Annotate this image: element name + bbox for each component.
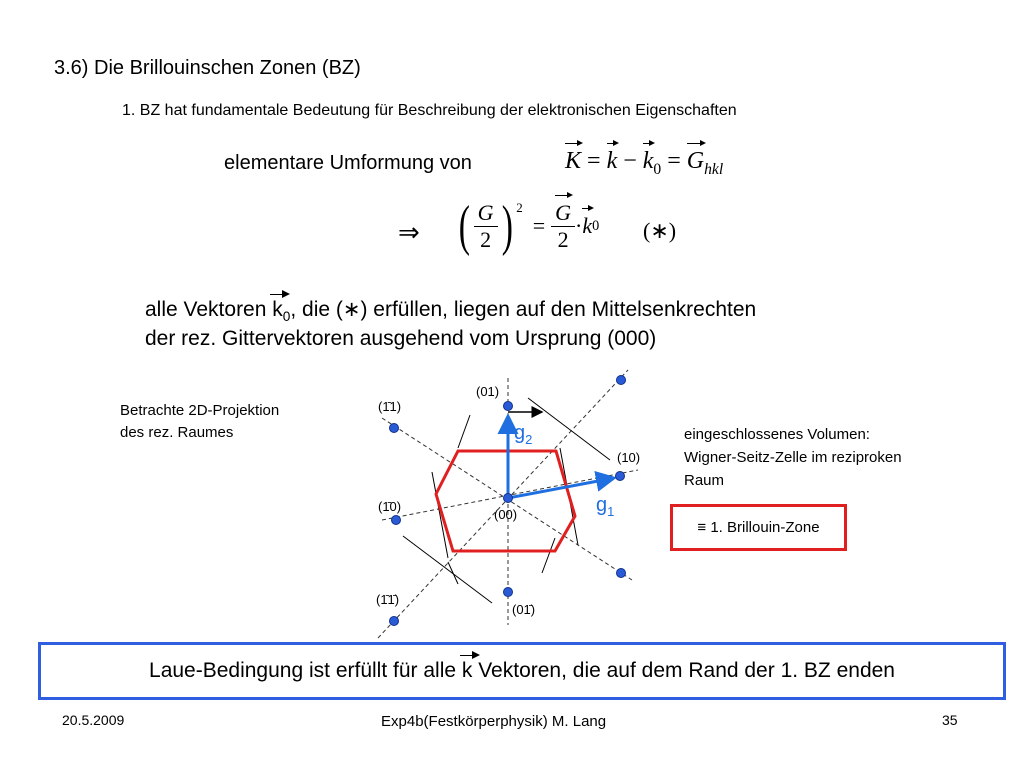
- point-00: [504, 494, 513, 503]
- dot-op: ·: [575, 213, 583, 238]
- right-note-line-3: Raum: [684, 472, 725, 489]
- label-g2: $g_2$: [514, 422, 533, 447]
- minus-sign: −: [623, 148, 637, 174]
- eq-sign-3: =: [532, 213, 546, 238]
- label-00: (00): [494, 507, 518, 522]
- paren-left: (: [458, 195, 470, 257]
- point-01: [504, 402, 513, 411]
- formula-label: elementare Umformung von: [224, 152, 472, 174]
- eq-sign: =: [587, 148, 601, 174]
- left-note-line-2: des rez. Raumes: [120, 424, 234, 441]
- statement-line-1: alle Vektoren k $_0$, die (∗) erfüllen, liegen auf den Mittelsenkrechten: [145, 297, 756, 324]
- slide-title: 3.6) Die Brillouinschen Zonen (BZ): [54, 57, 361, 79]
- square-exp: 2: [516, 200, 523, 215]
- sub-zero-b: 0: [592, 217, 600, 234]
- paren-right: ): [501, 195, 513, 257]
- bisector-bottom-left: [403, 536, 492, 603]
- label-m11: (1̄1): [378, 399, 402, 414]
- brillouin-zone-label: ≡ 1. Brillouin-Zone: [697, 519, 820, 536]
- left-note-line-1: Betrachte 2D-Projektion: [120, 402, 280, 419]
- point-m10: [392, 516, 401, 525]
- frac-gvec-over-2: $\frac{G}{2}$: [551, 200, 575, 253]
- label-m10: (1̄0): [378, 499, 402, 514]
- vector-K: K: [565, 148, 582, 174]
- point-bottom-right: [617, 569, 626, 578]
- frac-g-over-2: $\frac{G}{2}$: [474, 200, 498, 253]
- eq-sign-2: =: [667, 148, 681, 174]
- label-10: (10): [617, 450, 641, 465]
- sub-zero: 0: [653, 160, 662, 178]
- laue-condition-box: [38, 642, 1006, 700]
- implies-arrow: ⇒: [398, 218, 420, 247]
- right-note-line-1: eingeschlossenes Volumen:: [684, 426, 870, 443]
- label-01: (01): [476, 384, 500, 399]
- point-0m1: [504, 588, 513, 597]
- laue-condition-text: Laue-Bedingung ist erfüllt für alle k Vektoren, die auf dem Rand der 1. BZ enden: [149, 659, 895, 683]
- vector-k0-b: k: [582, 213, 593, 238]
- sub-hkl: hkl: [704, 160, 724, 178]
- footer-date: 20.5.2009: [62, 712, 125, 728]
- point-m1m1: [390, 617, 399, 626]
- footer-page-number: 35: [942, 712, 958, 728]
- vector-k0: k: [642, 148, 654, 174]
- statement-line-2: der rez. Gittervektoren ausgehend vom Ursprung (000): [145, 327, 657, 350]
- point-top-right: [617, 376, 626, 385]
- label-0m1: (01̄): [512, 602, 536, 617]
- bisector-bottom-left-stub: [448, 562, 458, 584]
- right-note-line-2: Wigner-Seitz-Zelle im reziproken: [684, 449, 902, 466]
- point-m11: [390, 424, 399, 433]
- bisector-bottom-right: [542, 538, 555, 573]
- dashed-line-diag-up: [378, 370, 628, 638]
- point-10: [616, 472, 625, 481]
- star-label: (∗): [643, 218, 677, 243]
- intro-text: 1. BZ hat fundamentale Bedeutung für Beschreibung der elektronischen Eigenschaften: [122, 102, 737, 119]
- vector-k: k: [606, 148, 618, 174]
- footer-center: Exp4b(Festkörperphysik) M. Lang: [381, 713, 607, 730]
- vector-G: G: [686, 148, 705, 174]
- label-g1: $g_1$: [596, 494, 615, 519]
- bisector-top-left: [458, 415, 470, 448]
- label-m1m1: (1̄1̄): [376, 592, 400, 607]
